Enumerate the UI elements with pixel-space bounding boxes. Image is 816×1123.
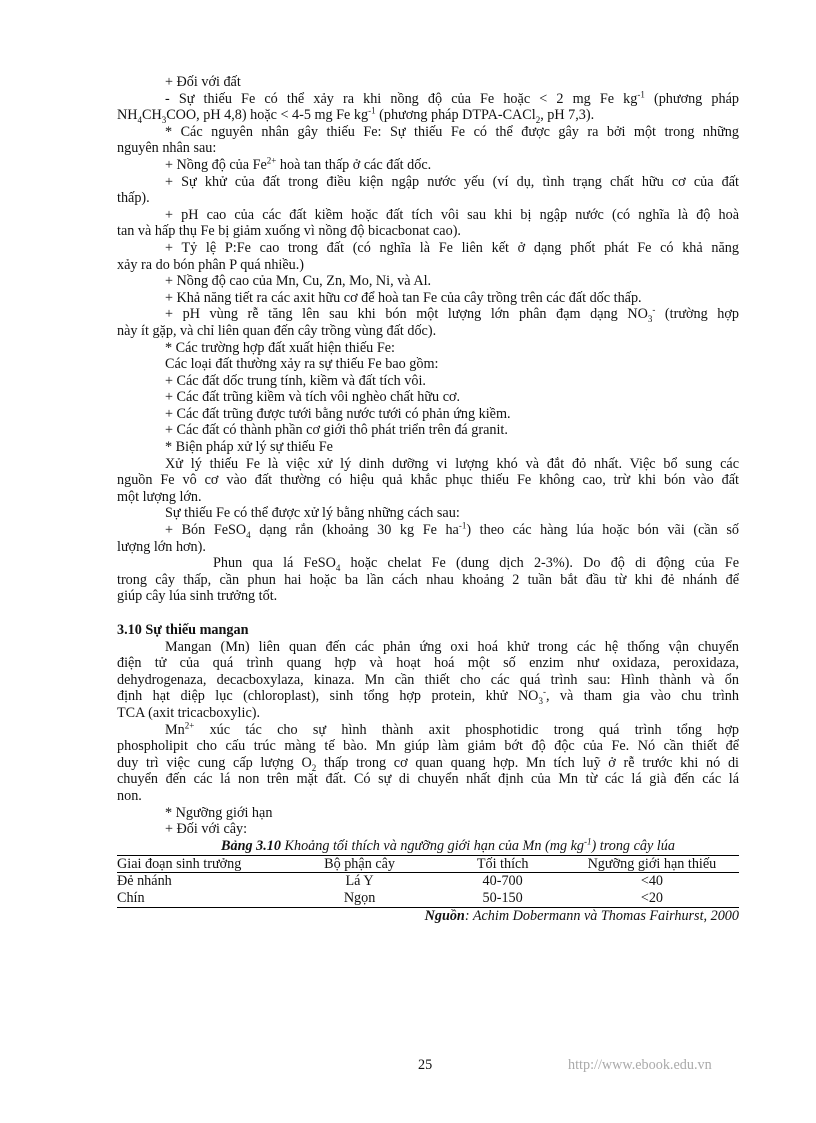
text-line: trong cây thấp, cần phun hai hoặc ba lần cách nhau khoảng 2 tuần bắt đầu từ khi đẻ nhánh để <box>117 571 739 588</box>
text-line: + Đối với đất <box>165 74 241 90</box>
text-line: phospholipit cho cấu trúc màng tế bào. Mn giúp làm giảm bớt độ độc của Fe. Nó cần thiết để <box>117 738 739 755</box>
text-line: định hạt diệp lục (chloroplast), sinh tổng hợp protein, khử $NO_3^-$, và tham gia vào chu trình <box>117 686 739 707</box>
text-line: + Các đất trũng kiềm và tích vôi nghèo chất hữu cơ. <box>165 389 461 406</box>
table-cell: 50-150 <box>440 890 564 907</box>
text-line: điện tử của quá trình quang hợp và hoạt hoá một số enzim như oxidaza, peroxidaza, <box>117 655 739 672</box>
text-line: + Sự khử của đất trong điều kiện ngập nước yếu (ví dụ, tình trạng chất hữu cơ của đất <box>165 173 739 190</box>
text-line: nguồn Fe vô cơ vào đất thường có hiệu quả khắc phục thiếu Fe không cao, trừ khi bón vào đất <box>117 472 739 489</box>
table-cell: Lá Y <box>345 873 374 890</box>
table-cell: Đẻ nhánh <box>117 873 172 890</box>
text-line: + Đối với cây: <box>165 821 248 838</box>
text-line: + pH cao của các đất kiềm hoặc đất tích vôi sau khi bị ngập nước (có nghĩa là độ hoà <box>165 206 739 223</box>
table-row <box>117 873 739 890</box>
text-line: Mangan (Mn) liên quan đến các phản ứng oxi hoá khử trong các hệ thống vận chuyển <box>165 638 739 655</box>
column-header: Bộ phận cây <box>279 856 441 873</box>
text-line: $NH_4CH_3COO$, pH 4,8) hoặc < 4-5 mg Fe $kg^{-1}$ (phương pháp DTPA-CACl$_2$, pH 7,3). <box>117 105 595 126</box>
text-line: giúp cây lúa sinh trưởng tốt. <box>117 588 278 605</box>
text-line: * Các trường hợp đất xuất hiện thiếu Fe: <box>165 339 395 356</box>
table-cell: <40 <box>640 873 664 890</box>
text-line: chuyển đến các lá non trên mặt đất. Có sự di chuyển nhất định của Mn từ các lá già đến các lá <box>117 771 739 788</box>
text-line: $Mn^{2+}$ xúc tác cho sự hình thành axit phosphotidic trong quá trình tổng hợp <box>165 719 739 738</box>
document-page <box>117 74 739 924</box>
text-line: nguyên nhân sau: <box>117 140 217 157</box>
data-table <box>117 855 739 907</box>
text-line: + Khả năng tiết ra các axit hữu cơ để hoà tan Fe của cây trồng trên các đất dốc thấp. <box>165 289 642 306</box>
text-line: Xử lý thiếu Fe là việc xử lý dinh dưỡng vi lượng khó và đắt đỏ nhất. Việc bổ sung các <box>165 455 739 472</box>
table-cell: Ngọn <box>279 890 441 907</box>
table-source: Nguồn: Achim Dobermann và Thomas Fairhurst, 2000 <box>424 907 739 924</box>
table-cell: 40-700 <box>482 873 523 890</box>
table-row <box>117 890 739 907</box>
text-line: thấp). <box>117 190 150 207</box>
text-line: tan và hấp thụ Fe bị giảm xuống vì nồng độ bicacbonat cao). <box>117 223 461 240</box>
text-line: duy trì việc cung cấp lượng $O_2$ thấp trong cơ quan quang hợp. Mn tích luỹ ở rễ trước khi nó di <box>117 754 739 773</box>
text-line: - Sự thiếu Fe có thể xảy ra khi nồng độ của Fe hoặc < 2 mg Fe $kg^{-1}$ (phương pháp <box>165 88 739 107</box>
text-line: non. <box>117 787 142 804</box>
table-caption: Bảng 3.10 Khoảng tối thích và ngưỡng giới hạn của Mn (mg $kg^{-1}$) trong cây lúa <box>221 835 675 854</box>
page-number: 25 <box>418 1057 433 1073</box>
column-header: Ngưỡng giới hạn thiếu <box>565 856 739 873</box>
text-line: lượng lớn hơn). <box>117 538 206 555</box>
text-line: TCA (axit tricacboxylic). <box>117 704 261 721</box>
table-cell: Chín <box>117 890 279 907</box>
text-line: Phun qua lá FeSO$_4$ hoặc chelat Fe (dung dịch 2-3%). Do độ di động của Fe <box>213 555 739 574</box>
text-line: * Các nguyên nhân gây thiếu Fe: Sự thiếu Fe có thể được gây ra bởi một trong những <box>165 123 739 140</box>
text-line: + Bón FeSO$_4$ dạng rắn (khoảng 30 kg Fe $ha^{-1}$) theo các hàng lúa hoặc bón vãi (cần số <box>165 520 739 540</box>
text-line: này ít gặp, và chỉ liên quan đến cây trồng vùng đất dốc). <box>117 322 437 339</box>
text-line: + Các đất có thành phần cơ giới thô phát triển trên đá granit. <box>165 422 508 439</box>
section-heading: 3.10 Sự thiếu mangan <box>117 622 249 638</box>
text-line: xảy ra do bón phân P quá nhiều.) <box>117 256 305 273</box>
text-line: Sự thiếu Fe có thể được xử lý bằng những cách sau: <box>165 505 460 522</box>
text-line: dehydrogenaza, decacboxylaza, kinaza. Mn cần thiết cho các quá trình sau: Hình thành và ổn <box>117 671 739 688</box>
text-line: * Biện pháp xử lý sự thiếu Fe <box>165 439 333 456</box>
text-line: + Nồng độ của $Fe^{2+}$ hoà tan thấp ở các đất dốc. <box>165 155 432 173</box>
text-line: * Ngưỡng giới hạn <box>165 804 273 821</box>
footer-url[interactable]: http://www.ebook.edu.vn <box>568 1057 712 1073</box>
table-header-row <box>117 856 739 873</box>
column-header: Giai đoạn sinh trưởng <box>117 856 279 873</box>
text-line: + Nồng độ cao của Mn, Cu, Zn, Mo, Ni, và Al. <box>165 273 432 290</box>
text-line: một lượng lớn. <box>117 488 202 505</box>
text-line: + Các đất dốc trung tính, kiềm và đất tích vôi. <box>165 372 426 389</box>
column-header: Tối thích <box>440 856 564 873</box>
text-line: Các loại đất thường xảy ra sự thiếu Fe bao gồm: <box>165 356 439 373</box>
text-line: + Các đất trũng được tưới bằng nước tưới có phản ứng kiềm. <box>165 405 511 422</box>
text-line: + Tỷ lệ P:Fe cao trong đất (có nghĩa là Fe liên kết ở dạng phốt phát Fe có khả năng <box>165 239 739 256</box>
table-cell: <20 <box>565 890 739 907</box>
text-line: + pH vùng rễ tăng lên sau khi bón một lượng lớn phân đạm dạng $NO_3^-$ (trường hợp <box>165 304 739 325</box>
